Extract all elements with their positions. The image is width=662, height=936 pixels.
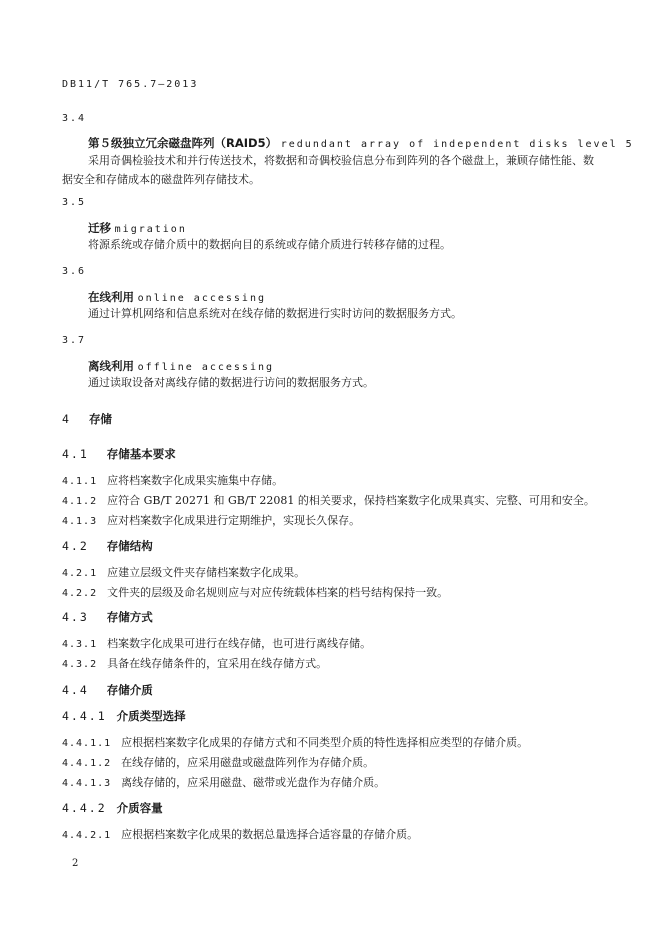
term-chinese: 迁移 [88, 221, 111, 235]
chapter-title: 存储 [88, 412, 112, 426]
clause-text: 具备在线存储条件的，宜采用在线存储方式。 [107, 657, 328, 670]
term-chinese: 离线利用 [88, 359, 134, 373]
section-title: 存储方式 [106, 610, 153, 624]
clause-number: 4.4.1.1 [62, 738, 112, 749]
term-definition: 通过计算机网络和信息系统对在线存储的数据进行实时访问的数据服务方式。 [88, 307, 462, 320]
subsection-title: 介质类型选择 [116, 709, 186, 723]
clause [62, 492, 595, 508]
clause-number: 4.4.2.1 [62, 830, 112, 841]
term-english: redundant array of independent disks level 5 [280, 139, 634, 150]
clause-text: 应对档案数字化成果进行定期维护，实现长久保存。 [107, 514, 361, 527]
clause [62, 774, 385, 790]
clause [62, 584, 448, 600]
clause-number: 4.2.1 [62, 568, 98, 579]
term-chinese: 第５级独立冗余磁盘阵列（RAID5） [88, 136, 278, 150]
term-number: 3.4 [62, 113, 87, 124]
clause [62, 564, 305, 580]
clause-number: 4.1.1 [62, 476, 98, 487]
clause-text: 应根据档案数字化成果的存储方式和不同类型介质的特性选择相应类型的存储介质。 [121, 736, 529, 749]
subsection-title: 介质容量 [116, 801, 163, 815]
chapter-number: 4 [62, 412, 71, 426]
clause-text: 应建立层级文件夹存储档案数字化成果。 [107, 566, 306, 579]
clause-number: 4.3.1 [62, 639, 98, 650]
term-number: 3.6 [62, 266, 87, 277]
subsection-heading [62, 708, 186, 724]
term-heading [88, 135, 634, 151]
term-english: migration [114, 224, 187, 235]
clause [62, 472, 283, 488]
section-number: 4.4 [62, 683, 89, 697]
clause [62, 754, 374, 770]
term-definition: 将源系统或存储介质中的数据向目的系统或存储介质进行转移存储的过程。 [88, 238, 451, 251]
clause [62, 512, 360, 528]
section-heading [62, 609, 153, 625]
clause-number: 4.2.2 [62, 588, 98, 599]
term-english: offline accessing [137, 362, 275, 373]
clause-number: 4.4.1.2 [62, 758, 112, 769]
subsection-number: 4.4.1 [62, 709, 107, 723]
section-heading [62, 538, 153, 554]
section-number: 4.3 [62, 610, 89, 624]
section-heading [62, 682, 153, 698]
clause-text: 离线存储的，应采用磁盘、磁带或光盘作为存储介质。 [121, 776, 386, 789]
clause-text: 应符合 GB/T 20271 和 GB/T 22081 的相关要求，保持档案数字化成果真实、完整、可用和安全。 [107, 494, 595, 507]
page-number: 2 [72, 858, 79, 869]
clause-number: 4.4.1.3 [62, 778, 112, 789]
term-heading [88, 289, 266, 305]
clause-text: 应根据档案数字化成果的数据总量选择合适容量的存储介质。 [121, 828, 419, 841]
clause-text: 档案数字化成果可进行在线存储，也可进行离线存储。 [107, 637, 372, 650]
clause-text: 文件夹的层级及命名规则应与对应传统载体档案的档号结构保持一致。 [107, 586, 449, 599]
clause-number: 4.3.2 [62, 659, 98, 670]
clause [62, 734, 528, 750]
chapter-heading [62, 411, 112, 427]
clause-text: 在线存储的，应采用磁盘或磁盘阵列作为存储介质。 [121, 756, 375, 769]
section-number: 4.1 [62, 447, 89, 461]
term-heading [88, 358, 274, 374]
term-definition: 通过读取设备对离线存储的数据进行访问的数据服务方式。 [88, 376, 374, 389]
clause-number: 4.1.3 [62, 516, 98, 527]
clause [62, 635, 371, 651]
term-number: 3.5 [62, 197, 87, 208]
term-english: online accessing [137, 293, 266, 304]
clause [62, 826, 418, 842]
term-chinese: 在线利用 [88, 290, 134, 304]
clause [62, 655, 327, 671]
section-number: 4.2 [62, 539, 89, 553]
subsection-number: 4.4.2 [62, 801, 107, 815]
term-number: 3.7 [62, 335, 87, 346]
term-heading [88, 220, 187, 236]
clause-text: 应将档案数字化成果实施集中存储。 [107, 474, 284, 487]
section-heading [62, 446, 176, 462]
document-code-header: DB11/T 765.7—2013 [62, 79, 199, 90]
section-title: 存储基本要求 [106, 447, 176, 461]
subsection-heading [62, 800, 163, 816]
section-title: 存储介质 [106, 683, 153, 697]
section-title: 存储结构 [106, 539, 153, 553]
term-definition: 采用奇偶检验技术和并行传送技术，将数据和奇偶校验信息分布到阵列的各个磁盘上，兼顾存储性能、数据安全和存储成本的磁盘阵列存储技术。 [62, 154, 594, 186]
clause-number: 4.1.2 [62, 496, 98, 507]
